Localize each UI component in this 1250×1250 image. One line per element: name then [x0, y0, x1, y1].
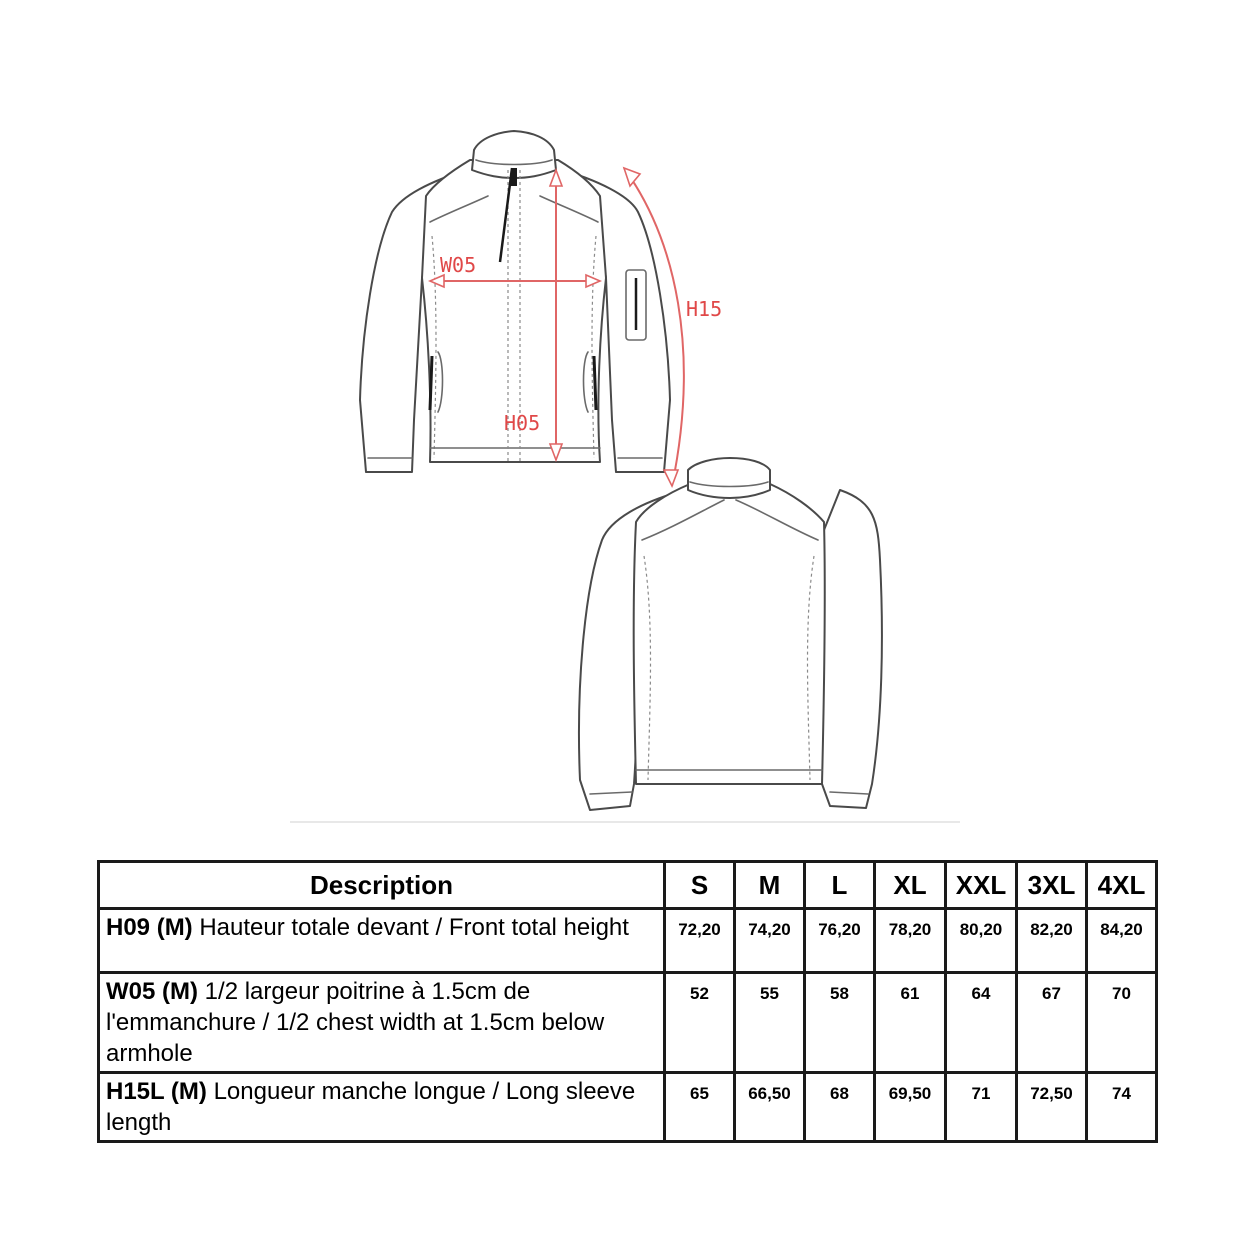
row-description: [99, 909, 665, 973]
size-value: 55: [735, 973, 805, 1073]
measure-text: Hauteur totale devant / Front total height: [199, 914, 629, 941]
size-table: [97, 860, 1158, 1143]
measure-text: Longueur manche longue / Long sleeve length: [106, 1078, 636, 1136]
label-w05: W05: [440, 253, 477, 277]
label-h15: H15: [686, 297, 723, 321]
back-right-sleeve: [820, 490, 882, 808]
header-size: M: [735, 862, 805, 909]
table-header-row: [99, 862, 1157, 909]
size-value: 84,20: [1087, 909, 1157, 973]
measure-code: H09 (M): [106, 914, 193, 941]
header-size: 4XL: [1087, 862, 1157, 909]
size-value: 66,50: [735, 1073, 805, 1142]
size-value: 70: [1087, 973, 1157, 1073]
size-value: 64: [946, 973, 1017, 1073]
size-value: 74,20: [735, 909, 805, 973]
size-value: 82,20: [1017, 909, 1087, 973]
jacket-back-view: [579, 458, 882, 810]
size-value: 67: [1017, 973, 1087, 1073]
header-size: XL: [875, 862, 946, 909]
size-value: 74: [1087, 1073, 1157, 1142]
size-value: 80,20: [946, 909, 1017, 973]
table-row: [99, 973, 1157, 1073]
size-value: 65: [665, 1073, 735, 1142]
measure-code: H15L (M): [106, 1078, 207, 1105]
size-value: 72,50: [1017, 1073, 1087, 1142]
header-size: S: [665, 862, 735, 909]
size-value: 71: [946, 1073, 1017, 1142]
label-h05: H05: [504, 411, 541, 435]
size-value: 78,20: [875, 909, 946, 973]
back-collar: [688, 458, 770, 498]
size-value: 58: [805, 973, 875, 1073]
measure-text: 1/2 largeur poitrine à 1.5cm de l'emmanchure / 1/2 chest width at 1.5cm below armhole: [106, 978, 605, 1067]
header-description: Description: [99, 862, 665, 909]
header-size: XXL: [946, 862, 1017, 909]
size-value: 61: [875, 973, 946, 1073]
header-size: 3XL: [1017, 862, 1087, 909]
size-value: 69,50: [875, 1073, 946, 1142]
size-value: 76,20: [805, 909, 875, 973]
header-size: L: [805, 862, 875, 909]
table-row: [99, 1073, 1157, 1142]
measure-code: W05 (M): [106, 978, 198, 1005]
size-value: 72,20: [665, 909, 735, 973]
row-description: [99, 973, 665, 1073]
row-description: [99, 1073, 665, 1142]
size-value: 68: [805, 1073, 875, 1142]
size-value: 52: [665, 973, 735, 1073]
table-row: [99, 909, 1157, 973]
